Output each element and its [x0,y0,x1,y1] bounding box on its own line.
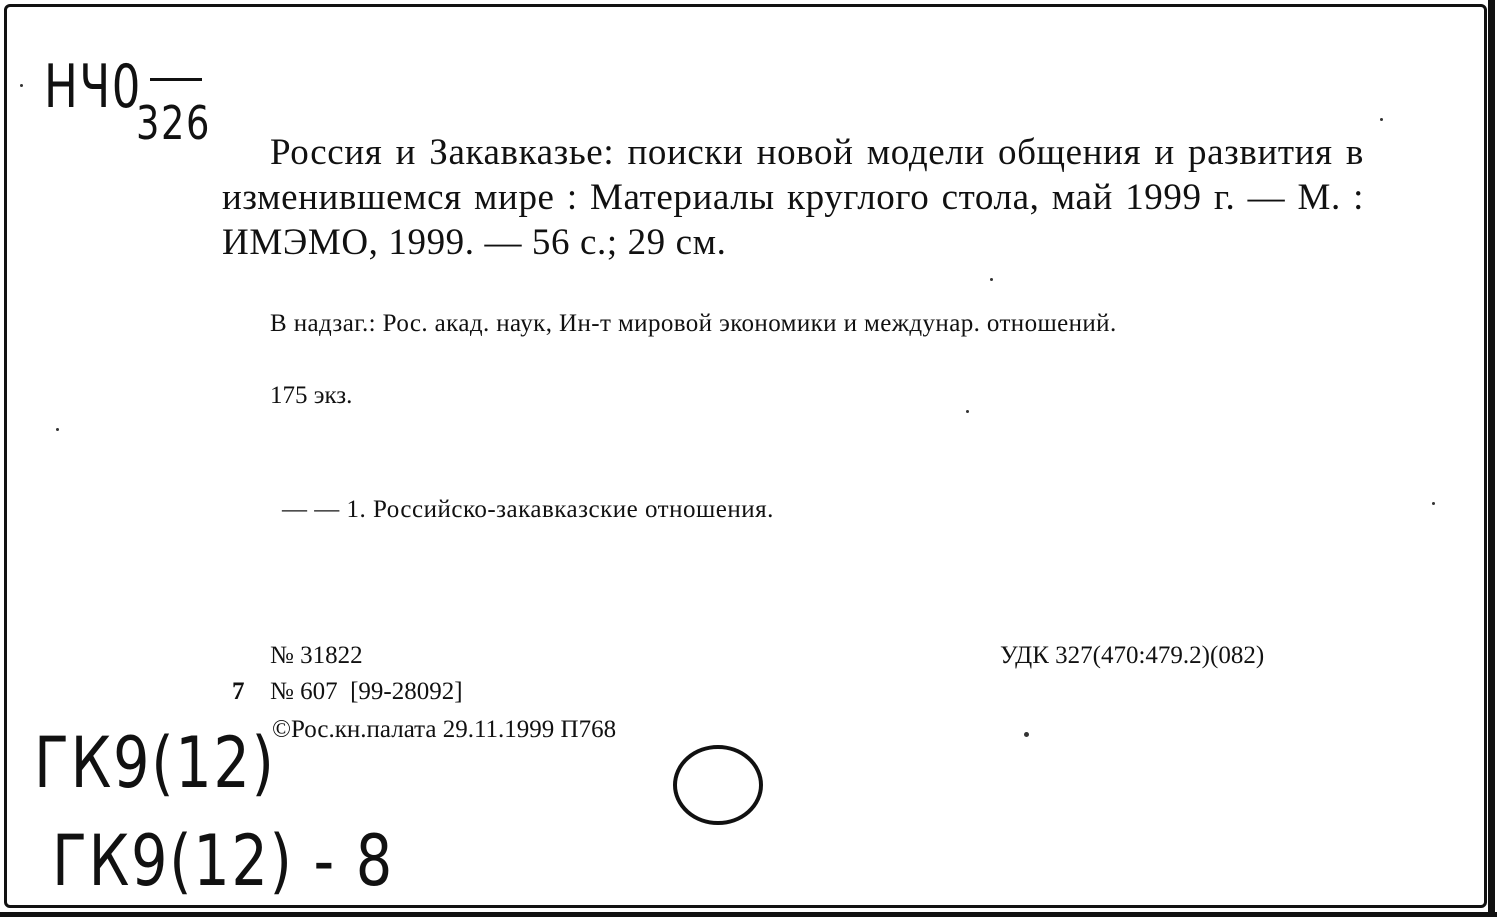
card-number: № 31822 [270,642,363,669]
scan-speck [1432,502,1435,505]
card-note: В надзаг.: Рос. акад. наук, Ин-т мировой экономики и междунар. отношений. [270,310,1117,337]
card-copies: 175 экз. [270,382,353,409]
stamp-circle [668,742,778,832]
scan-speck [20,84,23,87]
scan-speck [966,410,969,413]
handwritten-code-overline [150,78,202,81]
scan-speck [1024,732,1029,737]
handwritten-shelfmark-2: ГК9(12) - 8 [52,820,394,902]
card-subject: — — 1. Российско-закавказские отношения. [282,496,774,523]
handwritten-code-sub: 326 [136,96,212,150]
handwritten-code: НЧ0 [44,52,142,122]
card-copyright: ©Рос.кн.палата 29.11.1999 П768 [272,716,617,743]
scan-speck [56,428,59,431]
card-edge-right [1488,0,1495,917]
card-edge-bottom [0,912,1497,917]
card-udk: УДК 327(470:479.2)(082) [1000,642,1265,669]
card-number-secondary: № 607 [99-28092] [270,678,463,705]
scan-speck [990,278,993,281]
handwritten-shelfmark-1: ГК9(12) [34,722,276,804]
card-prefix-digit: 7 [232,678,245,705]
card-title-block: Россия и Закавказье: поиски новой модели общения и развития в изменившемся мире : Материалы круглого стола, май 1999 г. — М. : ИМЭМО, 1999. — 56 с.; 29 см. [222,132,1364,263]
scan-speck [1380,118,1383,121]
